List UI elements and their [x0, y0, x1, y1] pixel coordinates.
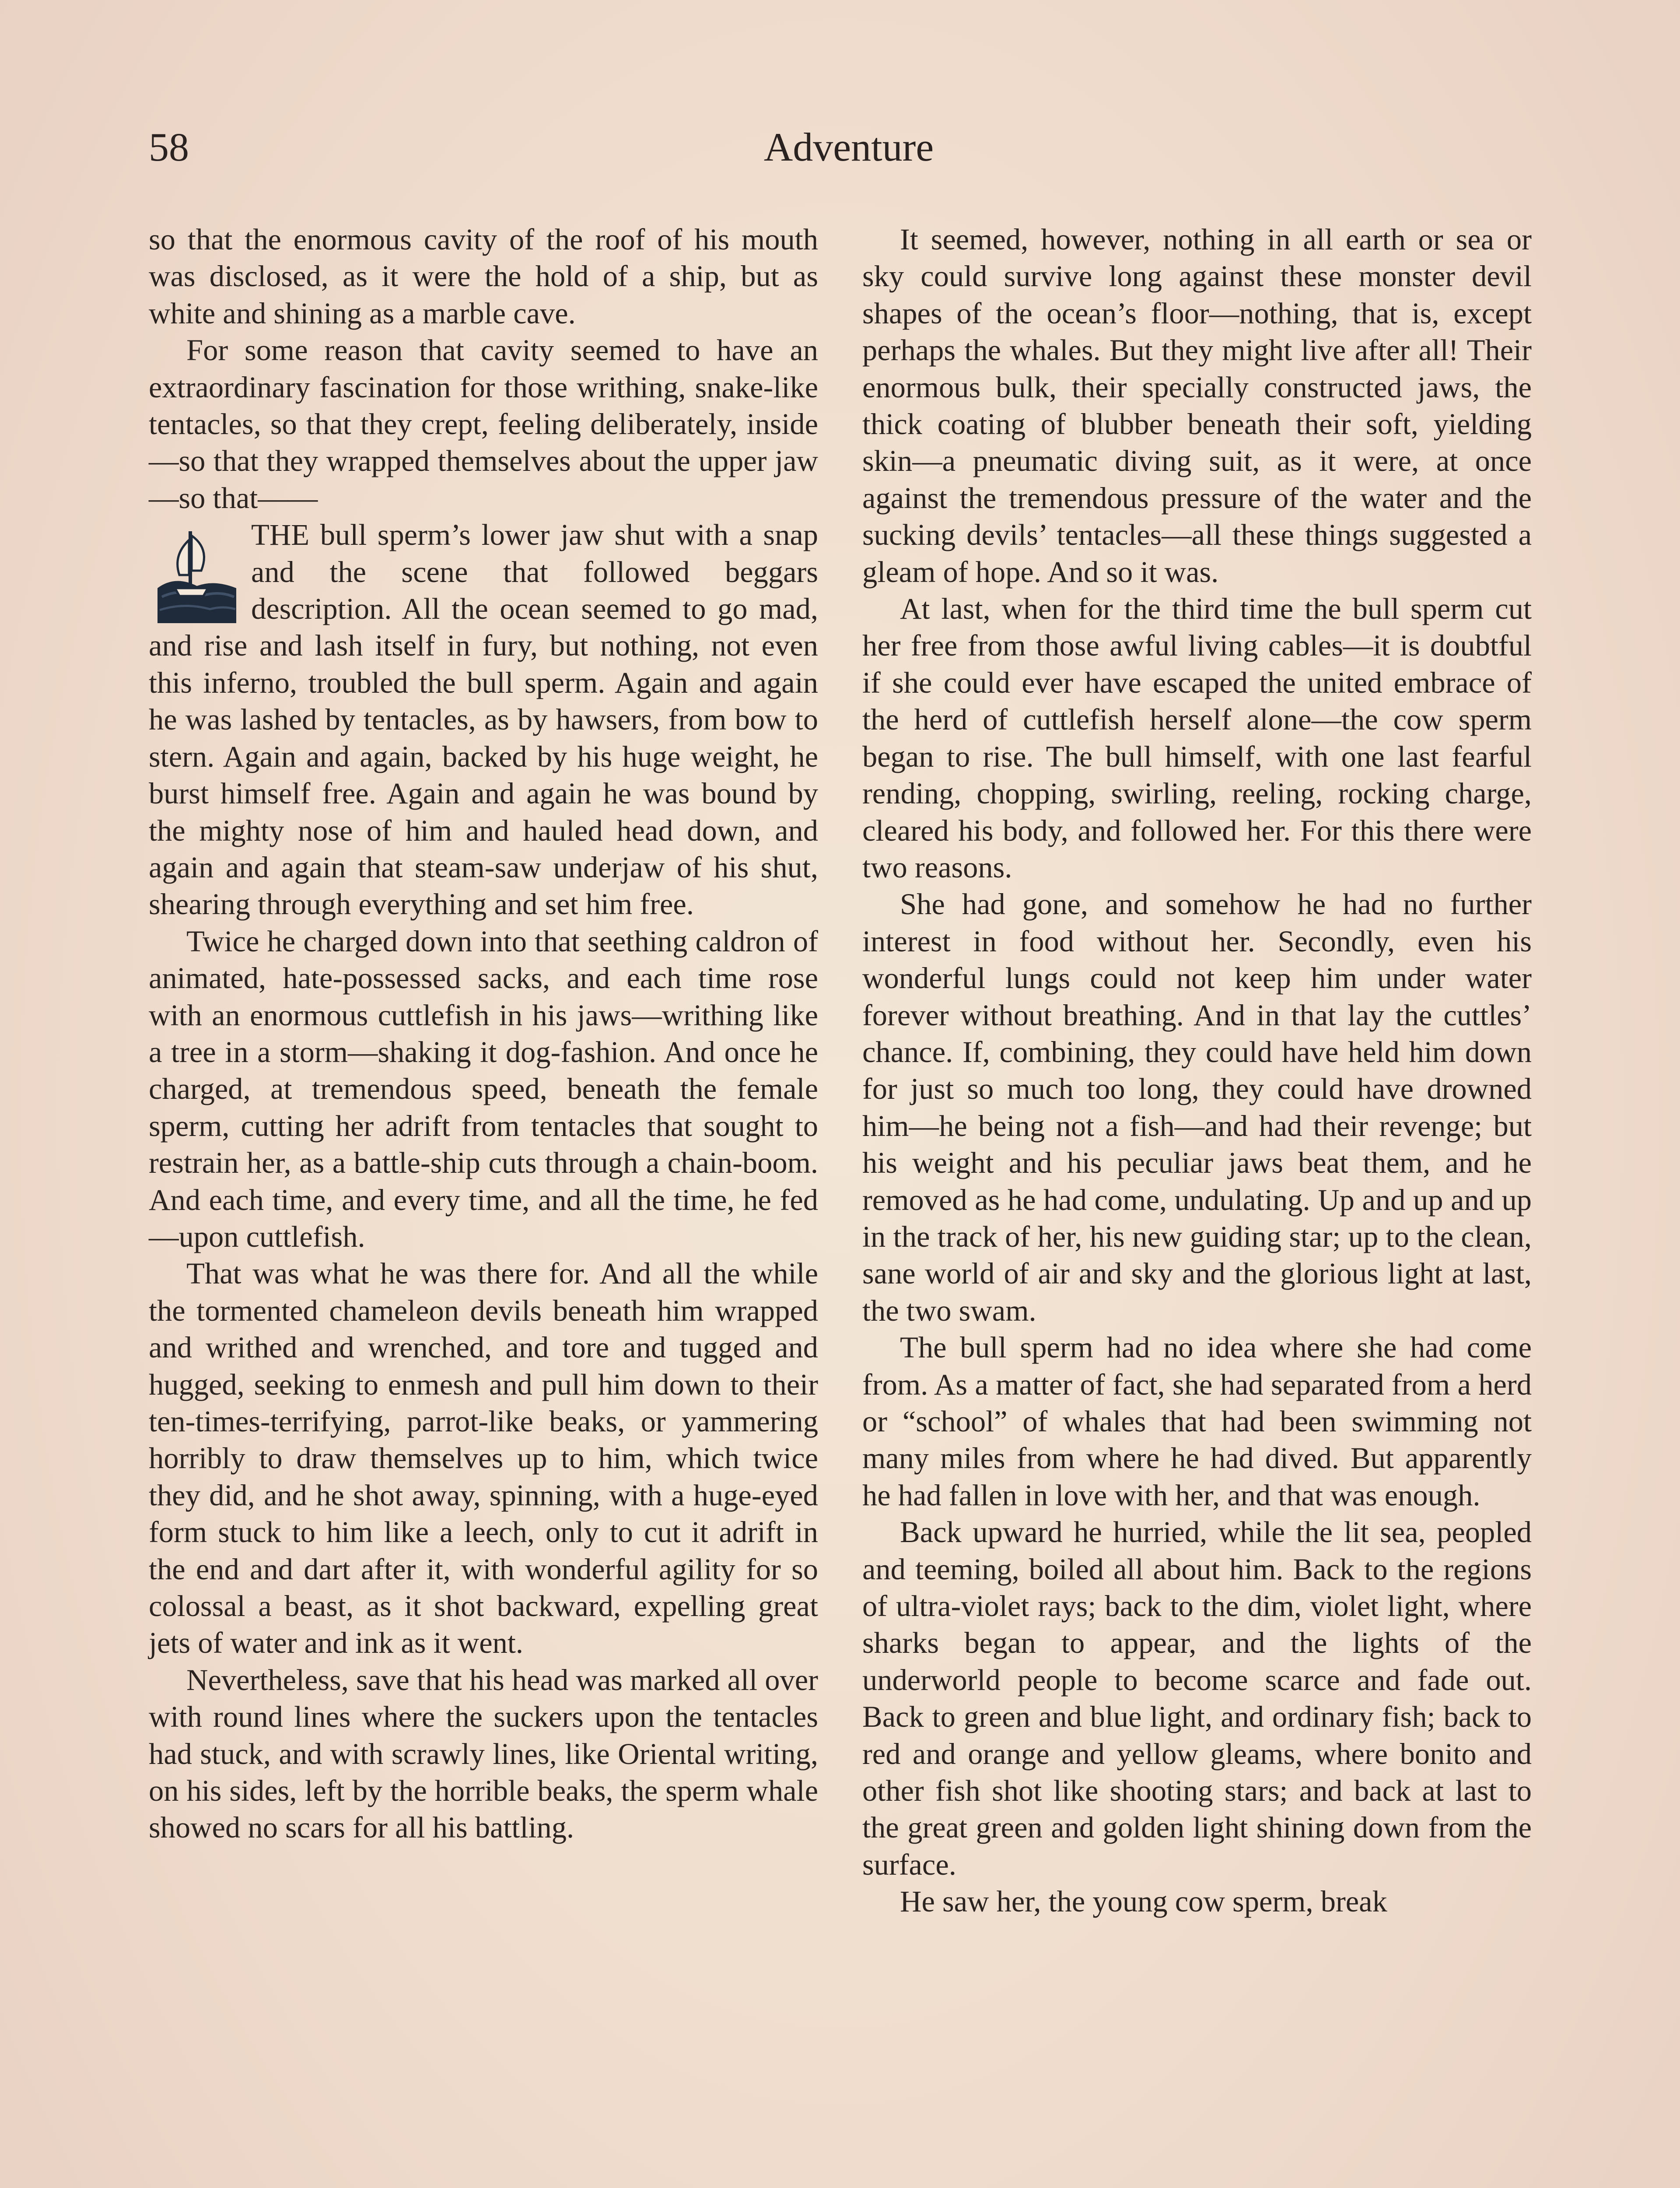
page-number: 58: [149, 125, 189, 169]
paragraph-with-illustrated-initial: [149, 516, 818, 922]
running-title: Adventure: [763, 125, 934, 169]
right-column: [862, 221, 1532, 1920]
paragraph: It seemed, however, nothing in all earth or sea or sky could survive long against these monster devil shapes of the ocean’s floor—nothing, that is, except perhaps the whales. But they might live after all! Their enormous bulk, their specially constructed jaws, the thick coating of blubber beneath their soft, yielding skin—a pneumatic diving suit, as it were, at once against the tremendous pressure of the water and the sucking devils’ tentacles—all these things suggested a gleam of hope. And so it was.: [862, 223, 1532, 589]
paragraph: She had gone, and somehow he had no further interest in food without her. Secondly, even his wonderful lungs could not keep him under water forever without breathing. And in that lay the cuttles’ chance. If, combining, they could have held him down for just so much too long, they could have drowned him—he being not a fish—and had their revenge; but his weight and his peculiar jaws beat them, and he removed as he had come, undulating. Up and up and up in the track of her, his new guiding star; up to the clean, sane world of air and sky and the glorious light at last, the two swam.: [862, 887, 1532, 1327]
paragraph: so that the enormous cavity of the roof of his mouth was disclosed, as it were the hold of a ship, but as white and shining as a marble cave.: [149, 223, 818, 330]
paragraph: At last, when for the third time the bull sperm cut her free from those awful living cables—it is doubtful if she could ever have escaped the united embrace of the herd of cuttlefish herself alone—the cow sperm began to rise. The bull himself, with one last fearful rending, chopping, swirling, reeling, rocking charge, cleared his body, and followed her. For this there were two reasons.: [862, 592, 1532, 884]
paragraph: Twice he charged down into that seething caldron of animated, hate-possessed sacks, and each time rose with an enormous cuttlefish in his jaws—writhing like a tree in a storm—shaking it dog-fashion. And once he charged, at tremendous speed, beneath the female sperm, cutting her adrift from tentacles that sought to restrain her, as a battle-ship cuts through a chain-boom. And each time, and every time, and all the time, he fed—upon cuttlefish.: [149, 924, 818, 1253]
paragraph: Back upward he hurried, while the lit sea, peopled and teeming, boiled all about him. Back to the regions of ultra-violet rays; back to the dim, violet light, where sharks began to appear, and the lights of the underworld people to become scarce and fade out. Back to green and blue light, and ordinary fish; back to red and orange and yellow gleams, where bonito and other fish shot like shooting stars; and back at last to the great green and golden light shining down from the surface.: [862, 1515, 1532, 1881]
left-column: [149, 221, 818, 1846]
paragraph: For some reason that cavity seemed to have an extraordinary fascination for those writhing, snake-like tentacles, so that they crept, feeling deliberately, inside—so that they wrapped themselves about the upper jaw—so that——: [149, 333, 818, 515]
paragraph: Nevertheless, save that his head was marked all over with round lines where the suckers upon the tentacles had stuck, and with scrawly lines, like Oriental writing, on his sides, left by the horrible beaks, the sperm whale showed no scars for all his battling.: [149, 1663, 818, 1844]
paragraph: The bull sperm had no idea where she had come from. As a matter of fact, she had separated from a herd or “school” of whales that had been swimming not many miles from where he had dived. But apparently he had fallen in love with her, and that was enough.: [862, 1331, 1532, 1512]
paragraph-text: THE bull sperm’s lower jaw shut with a snap and the scene that followed beggars description. All the ocean seemed to go mad, and rise and lash itself in fury, but nothing, not even this inferno, troubled the bull sperm. Again and again he was lashed by tentacles, as by hawsers, from bow to stern. Again and again, backed by his huge weight, he burst himself free. Again and again he was bound by the mighty nose of him and hauled head down, and again and again that steam-saw underjaw of his shut, shearing through everything and set him free.: [149, 518, 818, 921]
paragraph: He saw her, the young cow sperm, break: [900, 1885, 1387, 1918]
paragraph: That was what he was there for. And all the while the tormented chameleon devils beneath him wrapped and writhed and wrenched, and tore and tugged and hugged, seeking to enmesh and pull him down to their ten-times-terrifying, parrot-like beaks, or yammering horribly to draw themselves up to him, which twice they did, and he shot away, spinning, with a huge-eyed form stuck to him like a leech, only to cut it adrift in the end and dart after it, with wonderful agility for so colossal a beast, as it shot backward, expelling great jets of water and ink as it went.: [149, 1257, 818, 1660]
sailing-ship-drop-cap-icon: [149, 522, 236, 623]
